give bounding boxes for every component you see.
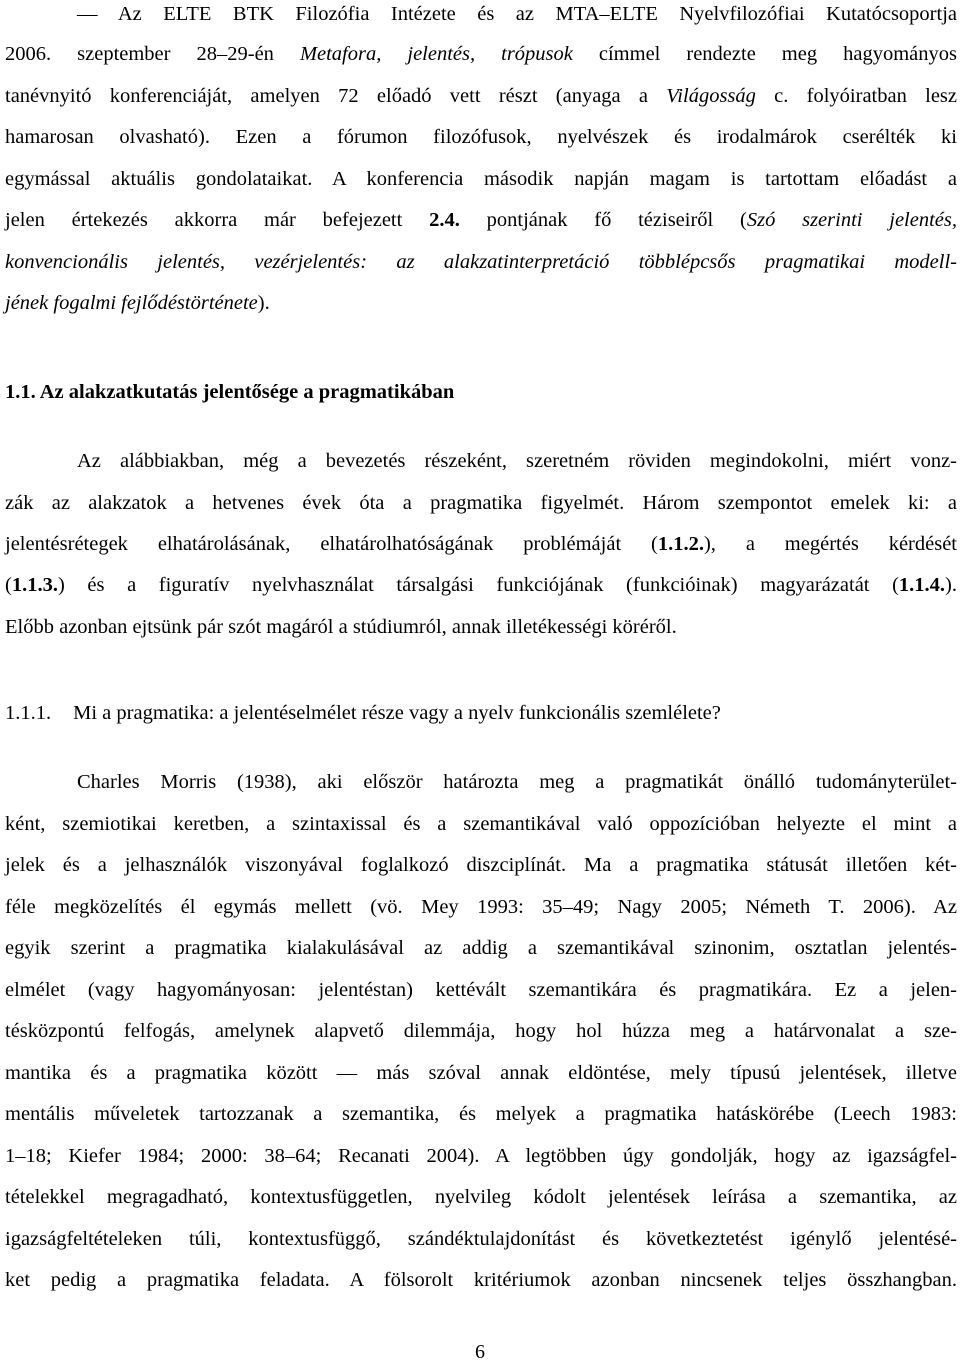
text-run: mantika és a pragmatika között — más szóval annak eldöntése, mely típusú jelentések, illetve [5, 1062, 957, 1084]
text-line [5, 1060, 957, 1086]
text-run: tanévnyitó konferenciáját, amelyen 72 előadó vett részt (anyaga a [5, 85, 667, 107]
text-line [5, 1267, 957, 1293]
text-run: 1–18; Kiefer 1984; 2000: 38–64; Recanati 2004). A legtöbben úgy gondolják, hogy az igazságfel- [5, 1145, 957, 1167]
text-run: címmel rendezte meg hagyományos [572, 43, 957, 65]
text-run: 1.1.4. [898, 574, 946, 596]
text-run: Előbb azonban ejtsünk pár szót magáról a stúdiumról, annak illetékességi köréről. [5, 616, 677, 638]
subsection-title: Mi a pragmatika: a jelentéselmélet része vagy a nyelv funkcionális szemlélete? [73, 702, 721, 724]
text-line [77, 1, 957, 27]
text-run: ket pedig a pragmatika feladata. A fölsorolt kritériumok azonban nincsenek teljes összhangban. [5, 1269, 957, 1291]
text-line [5, 811, 957, 837]
text-line [77, 448, 957, 474]
text-run: 1.1.3. [11, 574, 58, 596]
text-line [5, 1226, 957, 1252]
text-run: konvencionális jelentés, vezérjelentés: az alakzatinterpretáció többlépcsős pragmatikai modell- [5, 251, 957, 273]
text-run: 2006. szeptember 28–29-én [5, 43, 300, 65]
text-line [5, 1101, 957, 1127]
text-line [5, 124, 957, 150]
text-run: egyik szerint a pragmatika kialakulásával az addig a szemantikával szinonim, osztatlan jelentés- [5, 937, 957, 959]
text-run: zák az alakzatok a hetvenes évek óta a pragmatika figyelmét. Három szempontot emelek ki: a [5, 492, 957, 514]
text-run: pontjának fő téziseiről ( [459, 209, 747, 231]
text-line [5, 83, 957, 109]
text-line [5, 41, 957, 67]
subsection-number: 1.1.1. [5, 702, 52, 724]
text-run: Világosság [666, 85, 756, 107]
text-run: 2.4. [429, 209, 460, 231]
text-run: igazságfeltételeken túli, kontextusfüggő, szándéktulajdonítást és következtetést igénylő jelentésé- [5, 1228, 957, 1250]
text-line [5, 207, 957, 233]
text-line [5, 572, 957, 598]
text-run: féle megközelítés él egymás mellett (vö. Mey 1993: 35–49; Nagy 2005; Németh T. 2006). Az [5, 896, 957, 918]
text-run: — Az ELTE BTK Filozófia Intézete és az MTA–ELTE Nyelvfilozófiai Kutatócsoportja [77, 3, 957, 25]
text-run: ). [257, 292, 270, 314]
text-line [5, 1143, 957, 1169]
text-run: ( [5, 574, 12, 596]
text-run: Szó szerinti jelentés, [746, 209, 957, 231]
text-run: ) és a figuratív nyelvhasználat társalgási funkciójának (funkcióinak) magyarázatát ( [57, 574, 899, 596]
text-line [5, 490, 957, 516]
text-run: 1.1.2. [657, 533, 704, 555]
text-run: tételekkel megragadható, kontextusfüggetlen, nyelvileg kódolt jelentések leírása a szemantika, az [5, 1186, 957, 1208]
text-run: jének fogalmi fejlődéstörténete [5, 292, 258, 314]
text-run: hamarosan olvasható). Ezen a fórumon filozófusok, nyelvészek és irodalmárok cserélték ki [5, 126, 957, 148]
text-line [5, 1184, 957, 1210]
text-run: Charles Morris (1938), aki először határozta meg a pragmatikát önálló tudományterület- [77, 771, 957, 793]
text-line [5, 852, 957, 878]
text-run: Metafora, jelentés, trópusok [299, 43, 573, 65]
text-run: ként, szemiotikai keretben, a szintaxissal és a szemantikával való oppozícióban helyezte el mint a [5, 813, 957, 835]
text-line [5, 166, 957, 192]
text-run: ), a megértés kérdését [703, 533, 957, 555]
text-line [5, 894, 957, 920]
text-run: jelek és a jelhasználók viszonyával foglalkozó diszciplínát. Ma a pragmatika státusát illetően két- [5, 854, 957, 876]
text-line [5, 290, 957, 316]
text-run: jelen értekezés akkorra már befejezett [5, 209, 430, 231]
text-run: elmélet (vagy hagyományosan: jelentéstan) kettévált szemantikára és pragmatikára. Ez a jelen- [5, 979, 957, 1001]
text-line [77, 769, 957, 795]
page-number: 6 [475, 1341, 485, 1363]
text-run: mentális műveletek tartozzanak a szemantika, és melyek a pragmatika hatáskörébe (Leech 1983: [5, 1103, 957, 1125]
text-run: Az alábbiakban, még a bevezetés részeként, szeretném röviden megindokolni, miért vonz- [77, 450, 957, 472]
section-heading: 1.1. Az alakzatkutatás jelentősége a pragmatikában [5, 381, 455, 403]
text-run: c. folyóiratban lesz [755, 85, 957, 107]
text-line [5, 249, 957, 275]
text-run: egymással aktuális gondolataikat. A konferencia második napján magam is tartottam előadást a [5, 168, 957, 190]
text-line [5, 935, 957, 961]
text-line [5, 531, 957, 557]
text-run: ). [945, 574, 957, 596]
text-run: tésközpontú felfogás, amelynek alapvető dilemmája, hogy hol húzza meg a határvonalat a sze- [5, 1020, 957, 1042]
text-line [5, 614, 957, 640]
subsection-heading [5, 700, 957, 726]
text-line [5, 1018, 957, 1044]
text-run: jelentésrétegek elhatárolásának, elhatárolhatóságának problémáját ( [5, 533, 658, 555]
text-line [5, 977, 957, 1003]
